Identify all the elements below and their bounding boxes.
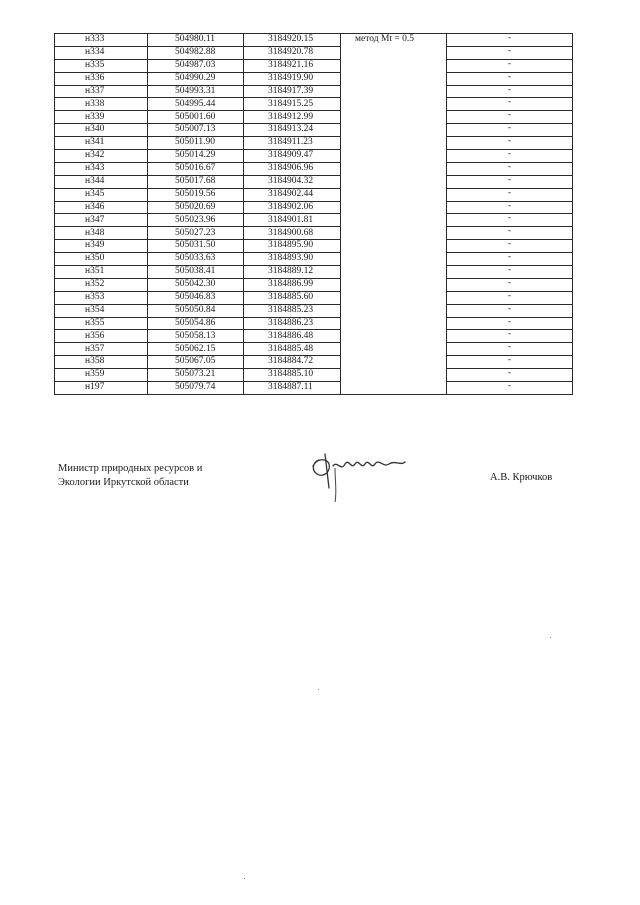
point-cell: н345	[55, 188, 148, 201]
point-cell: н348	[55, 227, 148, 240]
dash-cell: -	[447, 266, 573, 279]
y-coordinate-cell: 3184900.68	[244, 227, 341, 240]
dash-cell: -	[447, 317, 573, 330]
point-cell: н349	[55, 240, 148, 253]
y-coordinate-cell: 3184886.48	[244, 330, 341, 343]
y-coordinate-cell: 3184901.81	[244, 214, 341, 227]
method-cell: метод Mt = 0.5	[341, 34, 447, 395]
table-row	[55, 34, 573, 47]
y-coordinate-cell: 3184887.11	[244, 382, 341, 395]
point-cell: н337	[55, 85, 148, 98]
signatory-title	[58, 462, 202, 490]
point-cell: н357	[55, 343, 148, 356]
y-coordinate-cell: 3184884.72	[244, 356, 341, 369]
dash-cell: -	[447, 369, 573, 382]
x-coordinate-cell: 505007.13	[148, 124, 244, 137]
point-cell: н333	[55, 34, 148, 47]
y-coordinate-cell: 3184921.16	[244, 59, 341, 72]
point-cell: н359	[55, 369, 148, 382]
y-coordinate-cell: 3184885.10	[244, 369, 341, 382]
y-coordinate-cell: 3184902.06	[244, 201, 341, 214]
dash-cell: -	[447, 85, 573, 98]
y-coordinate-cell: 3184885.60	[244, 291, 341, 304]
table-row	[55, 343, 573, 356]
y-coordinate-cell: 3184919.90	[244, 72, 341, 85]
table-row	[55, 137, 573, 150]
point-cell: н340	[55, 124, 148, 137]
dash-cell: -	[447, 291, 573, 304]
dash-cell: -	[447, 98, 573, 111]
point-cell: н346	[55, 201, 148, 214]
x-coordinate-cell: 505001.60	[148, 111, 244, 124]
table-row	[55, 150, 573, 163]
signatory-title-line-1: Министр природных ресурсов и	[58, 463, 203, 474]
table-row	[55, 85, 573, 98]
y-coordinate-cell: 3184885.48	[244, 343, 341, 356]
x-coordinate-cell: 505067.05	[148, 356, 244, 369]
dash-cell: -	[447, 227, 573, 240]
x-coordinate-cell: 505027.23	[148, 227, 244, 240]
x-coordinate-cell: 505073.21	[148, 369, 244, 382]
table-row	[55, 214, 573, 227]
point-cell: н344	[55, 175, 148, 188]
signatory-title-line-2: Экологии Иркутской области	[58, 477, 189, 488]
x-coordinate-cell: 505014.29	[148, 150, 244, 163]
x-coordinate-cell: 505062.15	[148, 343, 244, 356]
x-coordinate-cell: 505079.74	[148, 382, 244, 395]
table-row	[55, 59, 573, 72]
y-coordinate-cell: 3184893.90	[244, 253, 341, 266]
scan-speck	[318, 689, 319, 690]
table-row	[55, 111, 573, 124]
point-cell: н341	[55, 137, 148, 150]
point-cell: н358	[55, 356, 148, 369]
dash-cell: -	[447, 175, 573, 188]
x-coordinate-cell: 504987.03	[148, 59, 244, 72]
point-cell: н353	[55, 291, 148, 304]
point-cell: н352	[55, 278, 148, 291]
dash-cell: -	[447, 137, 573, 150]
y-coordinate-cell: 3184915.25	[244, 98, 341, 111]
point-cell: н339	[55, 111, 148, 124]
table-row	[55, 266, 573, 279]
dash-cell: -	[447, 188, 573, 201]
point-cell: н334	[55, 46, 148, 59]
x-coordinate-cell: 505046.83	[148, 291, 244, 304]
table-row	[55, 175, 573, 188]
x-coordinate-cell: 504980.11	[148, 34, 244, 47]
y-coordinate-cell: 3184913.24	[244, 124, 341, 137]
table-row	[55, 356, 573, 369]
x-coordinate-cell: 505033.63	[148, 253, 244, 266]
dash-cell: -	[447, 59, 573, 72]
table-row	[55, 98, 573, 111]
scan-speck	[244, 878, 245, 879]
x-coordinate-cell: 504993.31	[148, 85, 244, 98]
x-coordinate-cell: 505019.56	[148, 188, 244, 201]
dash-cell: -	[447, 240, 573, 253]
dash-cell: -	[447, 382, 573, 395]
dash-cell: -	[447, 278, 573, 291]
dash-cell: -	[447, 111, 573, 124]
x-coordinate-cell: 504982.88	[148, 46, 244, 59]
y-coordinate-cell: 3184889.12	[244, 266, 341, 279]
table-row	[55, 72, 573, 85]
point-cell: н350	[55, 253, 148, 266]
handwritten-signature	[305, 448, 410, 506]
point-cell: н356	[55, 330, 148, 343]
dash-cell: -	[447, 343, 573, 356]
y-coordinate-cell: 3184917.39	[244, 85, 341, 98]
dash-cell: -	[447, 201, 573, 214]
dash-cell: -	[447, 150, 573, 163]
point-cell: н351	[55, 266, 148, 279]
dash-cell: -	[447, 356, 573, 369]
y-coordinate-cell: 3184886.99	[244, 278, 341, 291]
table-row	[55, 330, 573, 343]
table-row	[55, 369, 573, 382]
y-coordinate-cell: 3184912.99	[244, 111, 341, 124]
x-coordinate-cell: 505011.90	[148, 137, 244, 150]
dash-cell: -	[447, 124, 573, 137]
scan-speck	[550, 637, 551, 638]
table-row	[55, 46, 573, 59]
y-coordinate-cell: 3184920.78	[244, 46, 341, 59]
table-row	[55, 253, 573, 266]
x-coordinate-cell: 505038.41	[148, 266, 244, 279]
y-coordinate-cell: 3184886.23	[244, 317, 341, 330]
point-cell: н335	[55, 59, 148, 72]
dash-cell: -	[447, 304, 573, 317]
x-coordinate-cell: 504990.29	[148, 72, 244, 85]
table-row	[55, 240, 573, 253]
table-row	[55, 124, 573, 137]
dash-cell: -	[447, 72, 573, 85]
x-coordinate-cell: 505017.68	[148, 175, 244, 188]
x-coordinate-cell: 505050.84	[148, 304, 244, 317]
y-coordinate-cell: 3184885.23	[244, 304, 341, 317]
table-row	[55, 201, 573, 214]
table-row	[55, 304, 573, 317]
point-cell: н354	[55, 304, 148, 317]
table-row	[55, 162, 573, 175]
y-coordinate-cell: 3184906.96	[244, 162, 341, 175]
y-coordinate-cell: 3184895.90	[244, 240, 341, 253]
point-cell: н197	[55, 382, 148, 395]
table-row	[55, 227, 573, 240]
x-coordinate-cell: 505023.96	[148, 214, 244, 227]
point-cell: н343	[55, 162, 148, 175]
y-coordinate-cell: 3184909.47	[244, 150, 341, 163]
y-coordinate-cell: 3184920.15	[244, 34, 341, 47]
y-coordinate-cell: 3184911.23	[244, 137, 341, 150]
x-coordinate-cell: 505042.30	[148, 278, 244, 291]
table-row	[55, 317, 573, 330]
x-coordinate-cell: 505016.67	[148, 162, 244, 175]
point-cell: н355	[55, 317, 148, 330]
table-row	[55, 382, 573, 395]
y-coordinate-cell: 3184904.32	[244, 175, 341, 188]
y-coordinate-cell: 3184902.44	[244, 188, 341, 201]
point-cell: н338	[55, 98, 148, 111]
table-row	[55, 278, 573, 291]
dash-cell: -	[447, 214, 573, 227]
point-cell: н336	[55, 72, 148, 85]
table-row	[55, 188, 573, 201]
x-coordinate-cell: 505054.86	[148, 317, 244, 330]
x-coordinate-cell: 505020.69	[148, 201, 244, 214]
dash-cell: -	[447, 330, 573, 343]
point-cell: н342	[55, 150, 148, 163]
point-cell: н347	[55, 214, 148, 227]
dash-cell: -	[447, 253, 573, 266]
x-coordinate-cell: 505031.50	[148, 240, 244, 253]
x-coordinate-cell: 504995.44	[148, 98, 244, 111]
table-row	[55, 291, 573, 304]
dash-cell: -	[447, 34, 573, 47]
x-coordinate-cell: 505058.13	[148, 330, 244, 343]
coordinates-table	[54, 33, 573, 395]
dash-cell: -	[447, 162, 573, 175]
dash-cell: -	[447, 46, 573, 59]
signatory-name: А.В. Крючков	[490, 472, 553, 483]
coordinates-table-body	[55, 34, 573, 395]
